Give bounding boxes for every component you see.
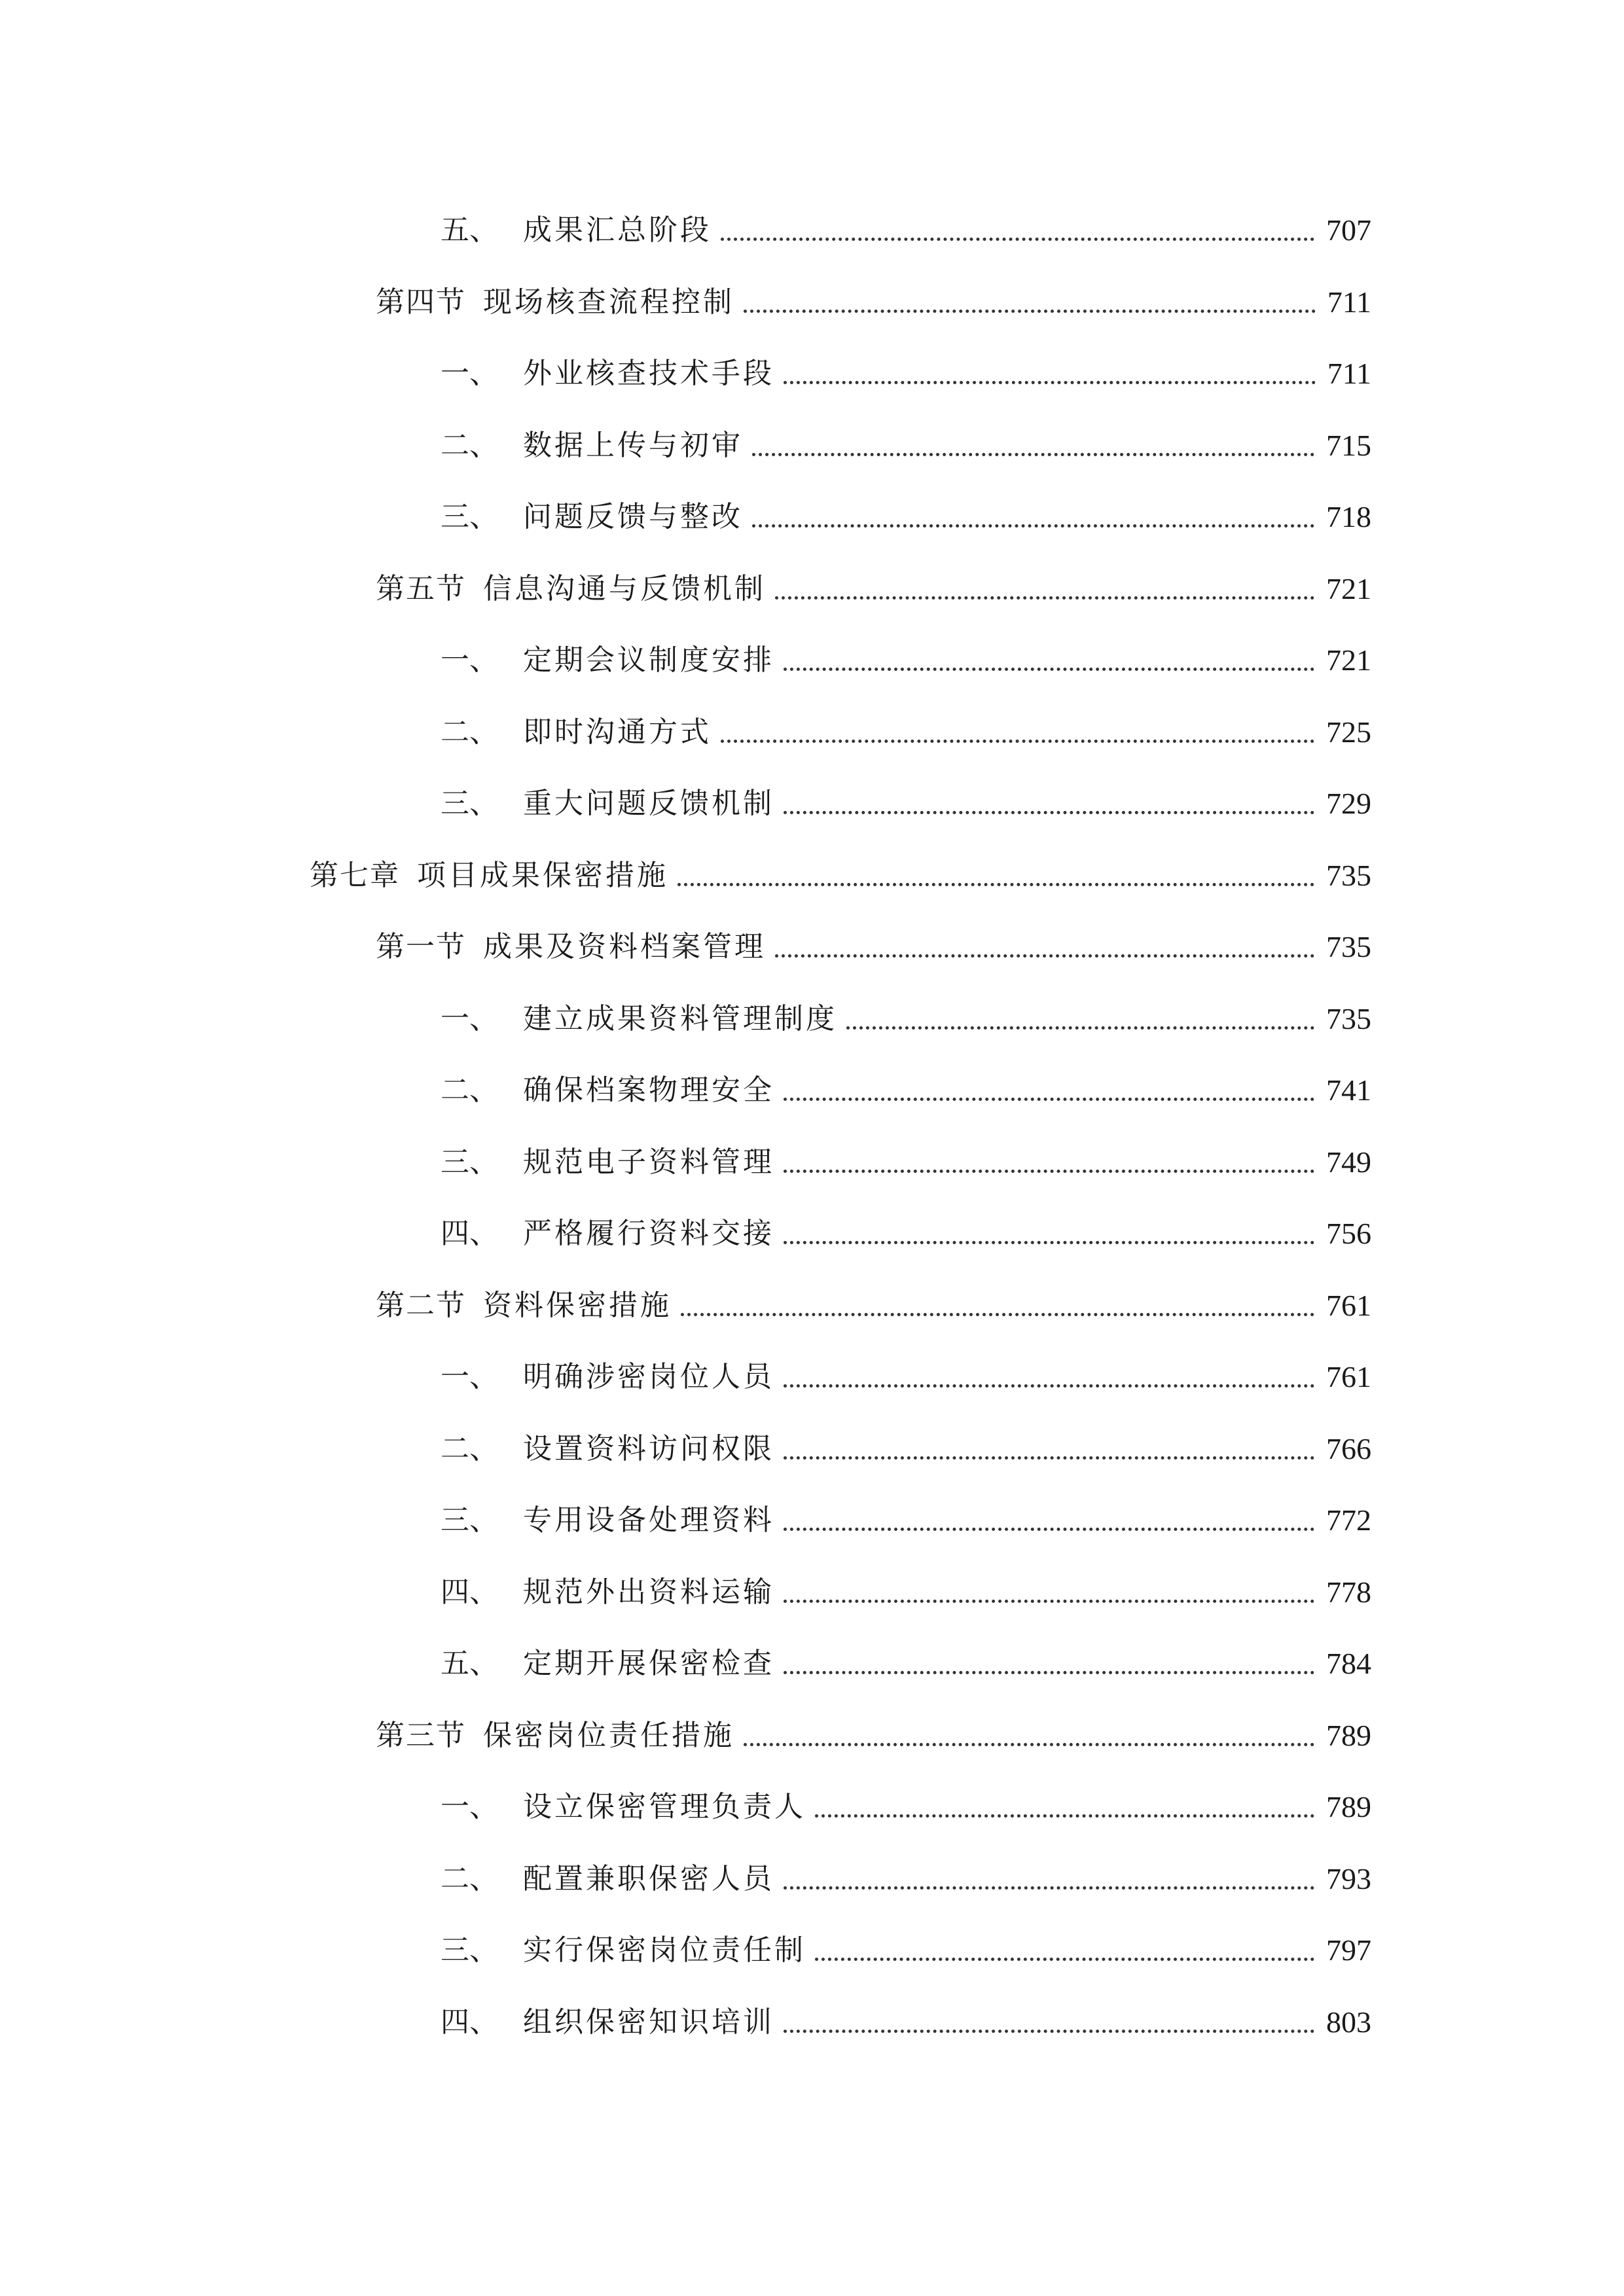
- entry-page-number: 729: [1326, 787, 1371, 820]
- entry-number: 第二节: [376, 1289, 466, 1322]
- entry-page-number: 778: [1326, 1575, 1371, 1609]
- entry-title: 重大问题反馈机制: [523, 787, 774, 820]
- toc-entry[interactable]: [441, 993, 1371, 1039]
- entry-title: 设立保密管理负责人: [523, 1790, 806, 1823]
- toc-entry[interactable]: [441, 204, 1371, 250]
- dot-leader: [744, 1743, 1314, 1746]
- entry-title: 数据上传与初审: [523, 429, 743, 462]
- toc-entry[interactable]: [441, 1853, 1371, 1899]
- dot-leader: [784, 1098, 1314, 1101]
- entry-number: 二、: [441, 429, 498, 462]
- entry-number: 三、: [441, 1145, 498, 1179]
- entry-title: 专用设备处理资料: [523, 1503, 774, 1537]
- dot-leader: [784, 1384, 1314, 1388]
- entry-page-number: 707: [1326, 213, 1371, 247]
- entry-page-number: 784: [1326, 1647, 1371, 1680]
- entry-number: 第四节: [376, 285, 466, 319]
- toc-entry[interactable]: [441, 1996, 1371, 2042]
- dot-leader: [677, 883, 1314, 886]
- entry-number: 第五节: [376, 572, 466, 605]
- dot-leader: [784, 1671, 1314, 1674]
- entry-title: 严格履行资料交接: [523, 1217, 774, 1250]
- entry-title: 规范外出资料运输: [523, 1575, 774, 1609]
- dot-leader: [784, 1600, 1314, 1603]
- entry-title: 保密岗位责任措施: [483, 1719, 734, 1752]
- entry-number: 二、: [441, 1073, 498, 1107]
- entry-title: 实行保密岗位责任制: [523, 1933, 806, 1967]
- entry-number: 一、: [441, 1002, 498, 1035]
- entry-number: 一、: [441, 643, 498, 677]
- dot-leader: [815, 1958, 1314, 1961]
- entry-title: 资料保密措施: [483, 1289, 672, 1322]
- entry-page-number: 735: [1326, 1002, 1371, 1035]
- entry-number: 二、: [441, 1862, 498, 1895]
- entry-number: 三、: [441, 500, 498, 533]
- entry-title: 外业核查技术手段: [523, 357, 774, 390]
- entry-page-number: 789: [1326, 1719, 1371, 1752]
- entry-page-number: 718: [1326, 500, 1371, 533]
- entry-page-number: 756: [1326, 1217, 1371, 1250]
- entry-title: 设置资料访问权限: [523, 1432, 774, 1465]
- toc-entry[interactable]: [441, 1136, 1371, 1182]
- entry-title: 定期会议制度安排: [523, 643, 774, 677]
- dot-leader: [815, 1814, 1314, 1818]
- dot-leader: [846, 1026, 1314, 1030]
- dot-leader: [784, 1170, 1314, 1173]
- toc-entry[interactable]: [376, 563, 1371, 609]
- entry-number: 第一节: [376, 930, 466, 963]
- entry-page-number: 735: [1326, 859, 1371, 892]
- toc-entry[interactable]: [376, 276, 1371, 322]
- dot-leader: [784, 1886, 1314, 1890]
- toc-entry[interactable]: [376, 1280, 1371, 1325]
- entry-page-number: 721: [1326, 572, 1371, 605]
- entry-page-number: 793: [1326, 1862, 1371, 1895]
- entry-page-number: 715: [1326, 429, 1371, 462]
- entry-title: 配置兼职保密人员: [523, 1862, 774, 1895]
- toc-entry[interactable]: [441, 348, 1371, 393]
- entry-title: 明确涉密岗位人员: [523, 1360, 774, 1393]
- entry-title: 组织保密知识培训: [523, 2005, 774, 2039]
- entry-title: 成果汇总阶段: [523, 213, 712, 247]
- dot-leader: [784, 381, 1316, 384]
- toc-entry[interactable]: [441, 1924, 1371, 1970]
- dot-leader: [752, 524, 1314, 528]
- entry-number: 五、: [441, 213, 498, 247]
- entry-number: 二、: [441, 715, 498, 749]
- dot-leader: [681, 1313, 1314, 1316]
- dot-leader: [784, 1241, 1314, 1244]
- entry-page-number: 803: [1326, 2005, 1371, 2039]
- toc-entry[interactable]: [310, 850, 1371, 895]
- entry-number: 四、: [441, 1575, 498, 1609]
- entry-page-number: 735: [1326, 930, 1371, 963]
- entry-page-number: 725: [1326, 715, 1371, 749]
- entry-title: 成果及资料档案管理: [483, 930, 766, 963]
- entry-number: 三、: [441, 1933, 498, 1967]
- toc-entry[interactable]: [441, 1423, 1371, 1469]
- entry-title: 现场核查流程控制: [483, 285, 734, 319]
- toc-entry[interactable]: [441, 706, 1371, 752]
- entry-page-number: 772: [1326, 1503, 1371, 1537]
- toc-entry[interactable]: [376, 1710, 1371, 1755]
- entry-number: 三、: [441, 787, 498, 820]
- entry-page-number: 741: [1326, 1073, 1371, 1107]
- entry-page-number: 761: [1326, 1360, 1371, 1393]
- toc-entry[interactable]: [441, 1781, 1371, 1827]
- dot-leader: [784, 1456, 1314, 1460]
- entry-number: 一、: [441, 1790, 498, 1823]
- entry-number: 四、: [441, 1217, 498, 1250]
- toc-entry[interactable]: [441, 1064, 1371, 1110]
- dot-leader: [784, 2030, 1314, 2033]
- entry-number: 第三节: [376, 1719, 466, 1752]
- dot-leader: [784, 1528, 1314, 1531]
- entry-title: 确保档案物理安全: [523, 1073, 774, 1107]
- dot-leader: [752, 453, 1314, 456]
- entry-title: 即时沟通方式: [523, 715, 712, 749]
- toc-entry[interactable]: [441, 1208, 1371, 1253]
- entry-number: 三、: [441, 1503, 498, 1537]
- entry-page-number: 797: [1326, 1933, 1371, 1967]
- entry-page-number: 721: [1326, 643, 1371, 677]
- dot-leader: [721, 238, 1314, 241]
- entry-number: 二、: [441, 1432, 498, 1465]
- dot-leader: [721, 740, 1314, 743]
- entry-number: 第七章: [310, 859, 400, 892]
- entry-page-number: 761: [1326, 1289, 1371, 1322]
- entry-title: 规范电子资料管理: [523, 1145, 774, 1179]
- entry-title: 建立成果资料管理制度: [523, 1002, 837, 1035]
- toc-entry[interactable]: [441, 1351, 1371, 1397]
- dot-leader: [784, 668, 1314, 671]
- entry-number: 一、: [441, 1360, 498, 1393]
- entry-number: 五、: [441, 1647, 498, 1680]
- entry-title: 信息沟通与反馈机制: [483, 572, 766, 605]
- entry-number: 四、: [441, 2005, 498, 2039]
- toc-entry[interactable]: [441, 1494, 1371, 1540]
- entry-title: 问题反馈与整改: [523, 500, 743, 533]
- toc-entry[interactable]: [441, 420, 1371, 465]
- entry-page-number: 711: [1327, 285, 1371, 319]
- entry-page-number: 749: [1326, 1145, 1371, 1179]
- toc-entry[interactable]: [376, 921, 1371, 967]
- entry-title: 项目成果保密措施: [417, 859, 668, 892]
- entry-page-number: 711: [1327, 357, 1371, 390]
- dot-leader: [775, 954, 1314, 958]
- toc-entry[interactable]: [441, 778, 1371, 823]
- dot-leader: [775, 596, 1314, 600]
- toc-entry[interactable]: [441, 1566, 1371, 1612]
- entry-page-number: 766: [1326, 1432, 1371, 1465]
- entry-page-number: 789: [1326, 1790, 1371, 1823]
- toc-entry[interactable]: [441, 634, 1371, 680]
- entry-title: 定期开展保密检查: [523, 1647, 774, 1680]
- toc-entry[interactable]: [441, 491, 1371, 537]
- dot-leader: [744, 310, 1316, 313]
- dot-leader: [784, 811, 1314, 814]
- entry-number: 一、: [441, 357, 498, 390]
- toc-entry[interactable]: [441, 1638, 1371, 1683]
